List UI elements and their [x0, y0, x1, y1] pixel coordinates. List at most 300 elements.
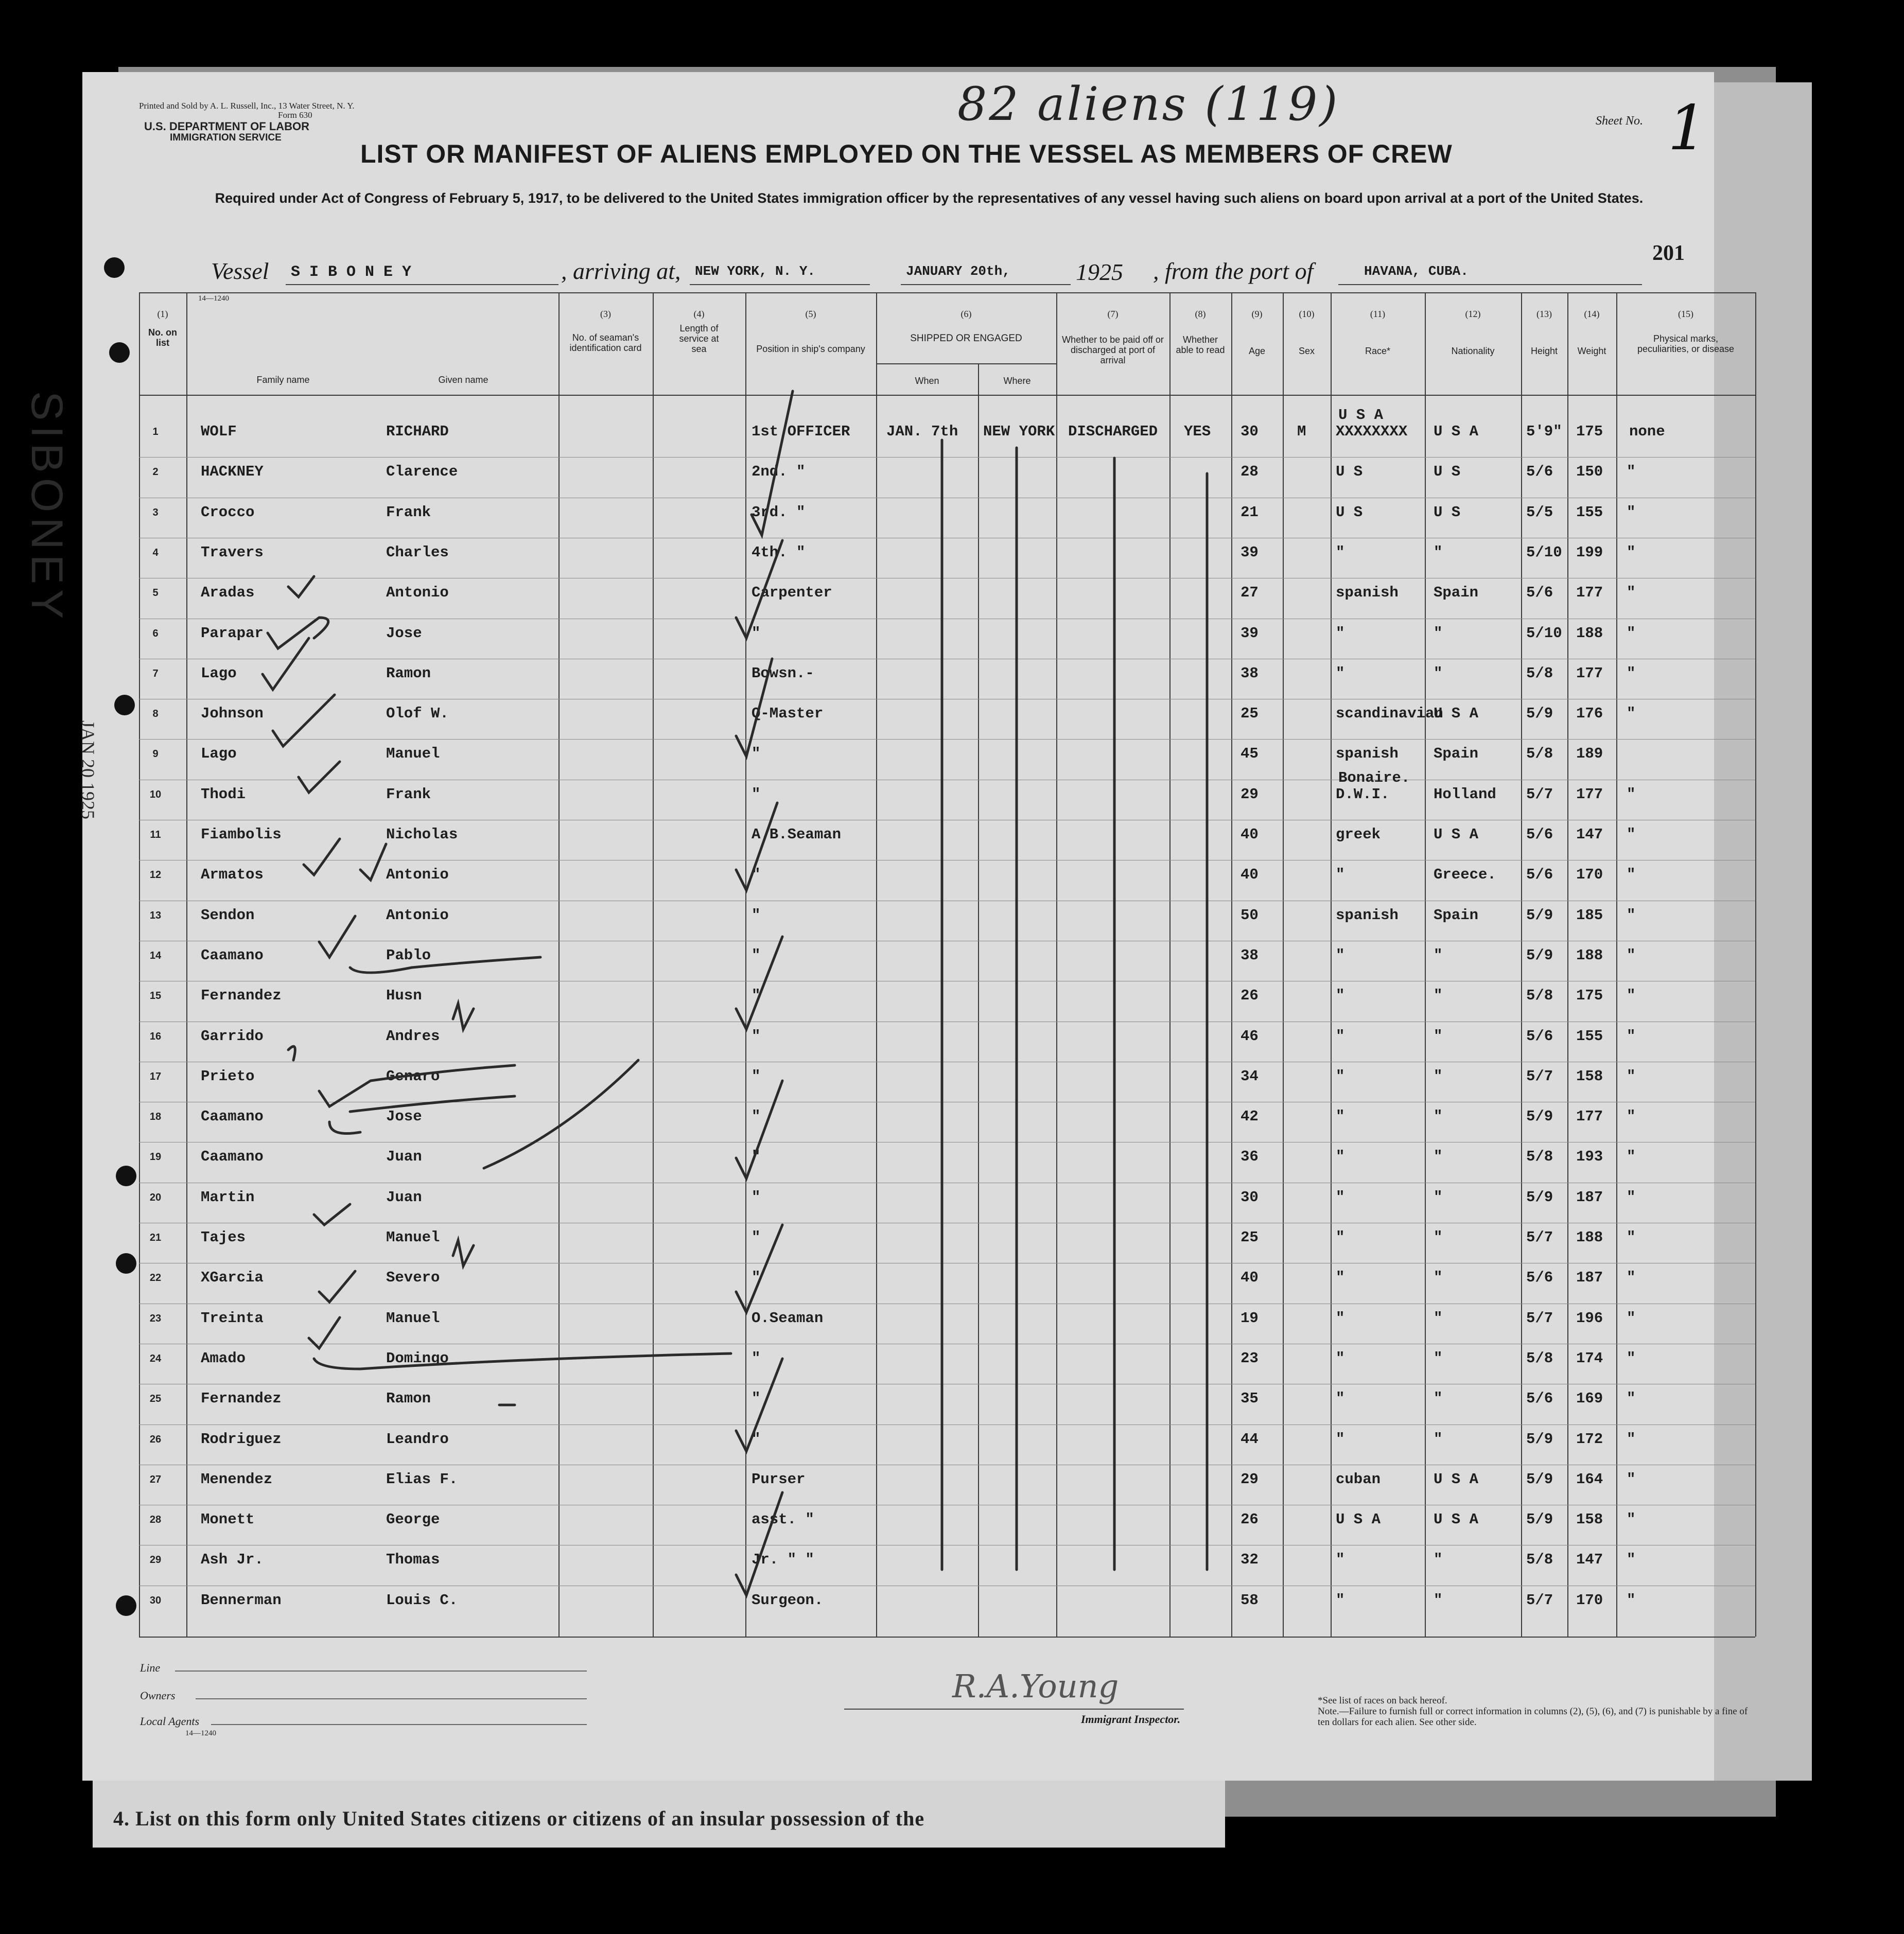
height: 5/10 [1526, 624, 1562, 642]
given-name: Thomas [386, 1551, 440, 1569]
footnote [1318, 1695, 1755, 1728]
given-name: Juan [386, 1188, 422, 1206]
position: A.B.Seaman [752, 826, 842, 843]
age: 50 [1241, 906, 1259, 924]
given-name: Antonio [386, 906, 449, 924]
col12-header: Nationality [1451, 346, 1495, 356]
position: " [752, 1067, 761, 1085]
height: 5/8 [1526, 745, 1553, 763]
family-name: Monett [201, 1511, 255, 1528]
race-annotation: U S A [1338, 407, 1384, 424]
race: U S A [1336, 1511, 1381, 1528]
nationality: " [1434, 1349, 1443, 1367]
row-number: 8 [152, 708, 159, 720]
family-name: Parapar [201, 624, 264, 642]
given-name: Charles [386, 543, 449, 561]
row-number: 1 [152, 426, 159, 437]
col15-number: (15) [1678, 309, 1693, 319]
col7-number: (7) [1107, 309, 1119, 319]
family-name: HACKNEY [201, 463, 264, 481]
nationality: " [1434, 1269, 1443, 1287]
height: 5/6 [1526, 584, 1553, 602]
row-number: 16 [149, 1030, 162, 1042]
col2-given-header: Given name [438, 375, 488, 385]
col13-number: (13) [1536, 309, 1552, 319]
height: 5/7 [1526, 1591, 1553, 1609]
height: 5/8 [1526, 664, 1553, 682]
col6-header: SHIPPED OR ENGAGED [910, 333, 1022, 344]
position: O.Seaman [752, 1309, 824, 1327]
physical-marks: " [1627, 1229, 1636, 1246]
row-number: 5 [152, 587, 159, 599]
nationality: " [1434, 987, 1443, 1005]
height: 5/6 [1526, 826, 1553, 843]
race: " [1336, 1108, 1345, 1126]
col10-number: (10) [1299, 309, 1315, 319]
race: " [1336, 1591, 1345, 1609]
physical-marks: " [1627, 1551, 1636, 1569]
date-stamp: JAN 20 1925 [78, 720, 98, 820]
arrival-date: JANUARY 20th, [906, 263, 1010, 279]
physical-marks: " [1627, 946, 1636, 964]
given-name: RICHARD [386, 423, 449, 440]
paid-off: DISCHARGED [1068, 423, 1158, 440]
physical-marks: " [1627, 1349, 1636, 1367]
checkmark [736, 803, 777, 890]
age: 35 [1241, 1390, 1259, 1408]
nationality: U S A [1434, 1511, 1479, 1528]
family-name: Caamano [201, 1108, 264, 1126]
race: " [1336, 1551, 1345, 1569]
col6-when-header: When [915, 376, 939, 386]
line-underline [175, 1671, 587, 1672]
given-name: Frank [386, 785, 431, 803]
physical-marks: " [1627, 1269, 1636, 1287]
from-port: HAVANA, CUBA. [1364, 263, 1469, 279]
form-code-bottom: 14—1240 [185, 1729, 216, 1737]
row-number: 29 [149, 1554, 162, 1566]
col7-header: Whether to be paid off or discharged at port of arrival [1062, 335, 1164, 365]
age: 39 [1241, 624, 1259, 642]
height: 5/6 [1526, 1027, 1553, 1045]
position: " [752, 1108, 761, 1126]
nationality: U S A [1434, 423, 1479, 440]
height: 5/6 [1526, 866, 1553, 884]
nationality: " [1434, 1591, 1443, 1609]
checkmark [736, 1225, 782, 1312]
height: 5'9" [1526, 423, 1562, 440]
sex: M [1297, 423, 1306, 440]
weight: 187 [1576, 1269, 1603, 1287]
height: 5/6 [1526, 1390, 1553, 1408]
weight: 185 [1576, 906, 1603, 924]
physical-marks: " [1627, 1591, 1636, 1609]
weight: 172 [1576, 1430, 1603, 1448]
family-name: Rodriguez [201, 1430, 282, 1448]
row-number: 12 [149, 869, 162, 881]
height: 5/9 [1526, 1511, 1553, 1528]
department: U.S. DEPARTMENT OF LABOR [144, 120, 310, 133]
race: U S [1336, 503, 1363, 521]
nationality: " [1434, 1148, 1443, 1166]
checkmark [273, 695, 335, 746]
row-number: 4 [152, 547, 159, 558]
checkmark [288, 576, 314, 597]
height: 5/9 [1526, 1430, 1553, 1448]
nationality: " [1434, 1430, 1443, 1448]
line-label: Line [140, 1661, 161, 1674]
given-name: Juan [386, 1148, 422, 1166]
weight: 155 [1576, 1027, 1603, 1045]
checkmark [736, 540, 782, 638]
weight: 177 [1576, 584, 1603, 602]
owners-underline [196, 1698, 587, 1699]
col3-number: (3) [600, 309, 611, 319]
position: " [752, 1148, 761, 1166]
height: 5/9 [1526, 1108, 1553, 1126]
family-name: Caamano [201, 946, 264, 964]
nationality: " [1434, 1188, 1443, 1206]
service: IMMIGRATION SERVICE [170, 132, 282, 143]
given-name: Frank [386, 503, 431, 521]
given-name: Severo [386, 1269, 440, 1287]
race: scandinavian [1336, 705, 1443, 723]
checkmark [299, 762, 340, 793]
family-name: Johnson [201, 705, 264, 723]
col4-header: Length of service at sea [679, 323, 719, 354]
position: " [752, 987, 761, 1005]
checkmark [736, 1492, 782, 1595]
weight: 175 [1576, 423, 1603, 440]
col14-header: Weight [1577, 346, 1606, 356]
given-name: Jose [386, 1108, 422, 1126]
age: 42 [1241, 1108, 1259, 1126]
family-name: Caamano [201, 1148, 264, 1166]
checkmark [453, 1004, 474, 1029]
race: cuban [1336, 1470, 1381, 1488]
form-number: Form 630 [278, 110, 312, 120]
nationality: Greece. [1434, 866, 1496, 884]
vessel-label-text: Vessel [211, 258, 269, 284]
race: " [1336, 1390, 1345, 1408]
col6-number: (6) [960, 309, 972, 319]
height: 5/6 [1526, 1269, 1553, 1287]
age: 46 [1241, 1027, 1259, 1045]
given-name: Andres [386, 1027, 440, 1045]
checkmark [453, 1240, 474, 1266]
age: 58 [1241, 1591, 1259, 1609]
given-name: Antonio [386, 866, 449, 884]
given-name: Olof W. [386, 705, 449, 723]
nationality: " [1434, 624, 1443, 642]
nationality: " [1434, 1108, 1443, 1126]
physical-marks: " [1627, 1027, 1636, 1045]
height: 5/9 [1526, 946, 1553, 964]
physical-marks: " [1627, 866, 1636, 884]
position: 2nd. " [752, 463, 806, 481]
race: " [1336, 946, 1345, 964]
nationality: U S [1434, 503, 1461, 521]
position: asst. " [752, 1511, 814, 1528]
height: 5/8 [1526, 1551, 1553, 1569]
given-name: Leandro [386, 1430, 449, 1448]
given-name: Domingo [386, 1349, 449, 1367]
col10-header: Sex [1298, 346, 1315, 356]
family-name: XGarcia [201, 1269, 264, 1287]
physical-marks: " [1627, 543, 1636, 561]
age: 38 [1241, 946, 1259, 964]
row-number: 23 [149, 1312, 162, 1324]
race: XXXXXXXX [1336, 423, 1408, 440]
weight: 188 [1576, 624, 1603, 642]
weight: 177 [1576, 664, 1603, 682]
col13-header: Height [1530, 346, 1558, 356]
position: 4th. " [752, 543, 806, 561]
family-name: Fernandez [201, 987, 282, 1005]
physical-marks: none [1629, 423, 1665, 440]
position: " [752, 745, 761, 763]
given-name: Elias F. [386, 1470, 458, 1488]
col8-number: (8) [1195, 309, 1206, 319]
height: 5/9 [1526, 1470, 1553, 1488]
position: " [752, 1430, 761, 1448]
position: " [752, 1269, 761, 1287]
given-name: Nicholas [386, 826, 458, 843]
age: 40 [1241, 866, 1259, 884]
race-annotation: Bonaire. [1338, 769, 1410, 786]
checkmark [329, 1096, 515, 1134]
physical-marks: " [1627, 1511, 1636, 1528]
height: 5/7 [1526, 785, 1553, 803]
family-name: Menendez [201, 1470, 273, 1488]
family-name: Lago [201, 664, 237, 682]
given-name: Manuel [386, 1229, 440, 1246]
race: D.W.I. [1336, 785, 1390, 803]
family-name: Ash Jr. [201, 1551, 264, 1569]
checkmark [309, 1317, 340, 1348]
weight: 193 [1576, 1148, 1603, 1166]
height: 5/7 [1526, 1309, 1553, 1327]
weight: 189 [1576, 745, 1603, 763]
position: Purser [752, 1470, 806, 1488]
checkmark [736, 1081, 782, 1179]
physical-marks: " [1627, 1309, 1636, 1327]
checkmark [736, 1359, 782, 1451]
row-number: 7 [152, 667, 159, 679]
nationality: " [1434, 1027, 1443, 1045]
nationality: Holland [1434, 785, 1496, 803]
weight: 174 [1576, 1349, 1603, 1367]
family-name: Prieto [201, 1067, 255, 1085]
shipped-where: NEW YORK [983, 423, 1055, 440]
row-number: 11 [150, 829, 161, 840]
checkmark [314, 1353, 731, 1369]
form-code-top: 14—1240 [198, 294, 229, 303]
weight: 169 [1576, 1390, 1603, 1408]
nationality: U S A [1434, 1470, 1479, 1488]
weight: 196 [1576, 1309, 1603, 1327]
checkmark [736, 659, 772, 757]
age: 29 [1241, 1470, 1259, 1488]
weight: 177 [1576, 785, 1603, 803]
row-number: 30 [149, 1594, 162, 1606]
checkmark [304, 839, 386, 880]
row-number: 15 [149, 990, 162, 1002]
nationality: " [1434, 1551, 1443, 1569]
physical-marks: " [1627, 1188, 1636, 1206]
weight: 164 [1576, 1470, 1603, 1488]
physical-marks: " [1627, 624, 1636, 642]
position: " [752, 624, 761, 642]
col2-family-header: Family name [256, 375, 310, 385]
nationality: " [1434, 946, 1443, 964]
age: 26 [1241, 1511, 1259, 1528]
age: 34 [1241, 1067, 1259, 1085]
physical-marks: " [1627, 503, 1636, 521]
col4-number: (4) [693, 309, 705, 319]
col1-header: No. on list [148, 327, 177, 348]
col8-header: Whether able to read [1176, 335, 1225, 355]
col5-header: Position in ship's company [756, 344, 865, 354]
col15-header: Physical marks, peculiarities, or disease [1637, 333, 1735, 354]
weight: 175 [1576, 987, 1603, 1005]
given-name: Jose [386, 624, 422, 642]
row-number: 26 [149, 1433, 162, 1445]
inspector-signature: R.A.Young [952, 1667, 1119, 1705]
row-number: 9 [152, 748, 159, 760]
race: " [1336, 624, 1345, 642]
physical-marks: " [1627, 1430, 1636, 1448]
checkmark [752, 391, 793, 535]
row-number: 10 [149, 788, 162, 800]
position: Surgeon. [752, 1591, 824, 1609]
col12-number: (12) [1465, 309, 1481, 319]
position: " [752, 1390, 761, 1408]
row-number: 21 [149, 1232, 162, 1243]
col9-header: Age [1248, 346, 1266, 356]
race: " [1336, 1067, 1345, 1085]
height: 5/8 [1526, 987, 1553, 1005]
nationality: " [1434, 1229, 1443, 1246]
family-name: Crocco [201, 503, 255, 521]
physical-marks: " [1627, 826, 1636, 843]
row-number: 22 [149, 1272, 162, 1284]
age: 40 [1241, 826, 1259, 843]
age: 32 [1241, 1551, 1259, 1569]
race: " [1336, 1309, 1345, 1327]
position: Bowsn.- [752, 664, 814, 682]
age: 27 [1241, 584, 1259, 602]
weight: 188 [1576, 1229, 1603, 1246]
physical-marks: " [1627, 1108, 1636, 1126]
height: 5/9 [1526, 705, 1553, 723]
inspector-label: Immigrant Inspector. [1081, 1713, 1181, 1726]
age: 30 [1241, 1188, 1259, 1206]
races-note: *See list of races on back hereof. [1318, 1695, 1447, 1706]
col14-number: (14) [1584, 309, 1600, 319]
row-number: 17 [149, 1070, 162, 1082]
underlying-instruction: 4. List on this form only United States citizens or citizens of an insular possession of the [113, 1807, 925, 1830]
weight: 188 [1576, 946, 1603, 964]
row-number: 18 [149, 1111, 162, 1123]
weight: 176 [1576, 705, 1603, 723]
given-name: Louis C. [386, 1591, 458, 1609]
nationality: " [1434, 1067, 1443, 1085]
printer-line: Printed and Sold by A. L. Russell, Inc., 13 Water Street, N. Y. [139, 101, 355, 111]
height: 5/10 [1526, 543, 1562, 561]
race: " [1336, 1269, 1345, 1287]
checkmark [319, 916, 355, 957]
weight: 177 [1576, 1108, 1603, 1126]
height: 5/8 [1526, 1349, 1553, 1367]
physical-marks: " [1627, 664, 1636, 682]
checkmark [268, 618, 328, 648]
race: " [1336, 1430, 1345, 1448]
nationality: U S A [1434, 826, 1479, 843]
given-name: Ramon [386, 664, 431, 682]
shipped-when: JAN. 7th [886, 423, 958, 440]
age: 30 [1241, 423, 1259, 440]
physical-marks: " [1627, 584, 1636, 602]
row-number: 20 [149, 1191, 162, 1203]
col5-number: (5) [805, 309, 816, 319]
race: " [1336, 664, 1345, 682]
age: 38 [1241, 664, 1259, 682]
arrival-year: 1925 [1076, 259, 1123, 285]
given-name: Clarence [386, 463, 458, 481]
col11-header: Race* [1365, 346, 1391, 356]
race: " [1336, 1148, 1345, 1166]
given-name: Ramon [386, 1390, 431, 1408]
checkmark [288, 1046, 295, 1060]
height: 5/6 [1526, 463, 1553, 481]
from-label-text: , from the port of [1153, 258, 1314, 284]
race: U S [1336, 463, 1363, 481]
height: 5/9 [1526, 906, 1553, 924]
race: " [1336, 987, 1345, 1005]
row-number: 6 [152, 627, 159, 639]
position: " [752, 1188, 761, 1206]
row-number: 25 [149, 1393, 162, 1405]
col11-number: (11) [1370, 309, 1386, 319]
age: 25 [1241, 705, 1259, 723]
race: " [1336, 1188, 1345, 1206]
physical-marks: " [1627, 1390, 1636, 1408]
age: 19 [1241, 1309, 1259, 1327]
position: " [752, 1229, 761, 1246]
height: 5/8 [1526, 1148, 1553, 1166]
col1-number: (1) [157, 309, 168, 319]
position: " [752, 785, 761, 803]
age: 29 [1241, 785, 1259, 803]
nationality: " [1434, 1390, 1443, 1408]
family-name: Armatos [201, 866, 264, 884]
nationality: Spain [1434, 584, 1479, 602]
height: 5/7 [1526, 1229, 1553, 1246]
handwritten-count: 82 aliens (119) [957, 77, 1340, 131]
nationality: Spain [1434, 745, 1479, 763]
position: 3rd. " [752, 503, 806, 521]
race: " [1336, 1027, 1345, 1045]
checkmark [314, 1204, 350, 1225]
family-name: Tajes [201, 1229, 246, 1246]
physical-marks: " [1627, 463, 1636, 481]
row-number: 28 [149, 1514, 162, 1526]
family-name: Lago [201, 745, 237, 763]
page-number: 201 [1652, 241, 1685, 265]
weight: 187 [1576, 1188, 1603, 1206]
height: 5/9 [1526, 1188, 1553, 1206]
